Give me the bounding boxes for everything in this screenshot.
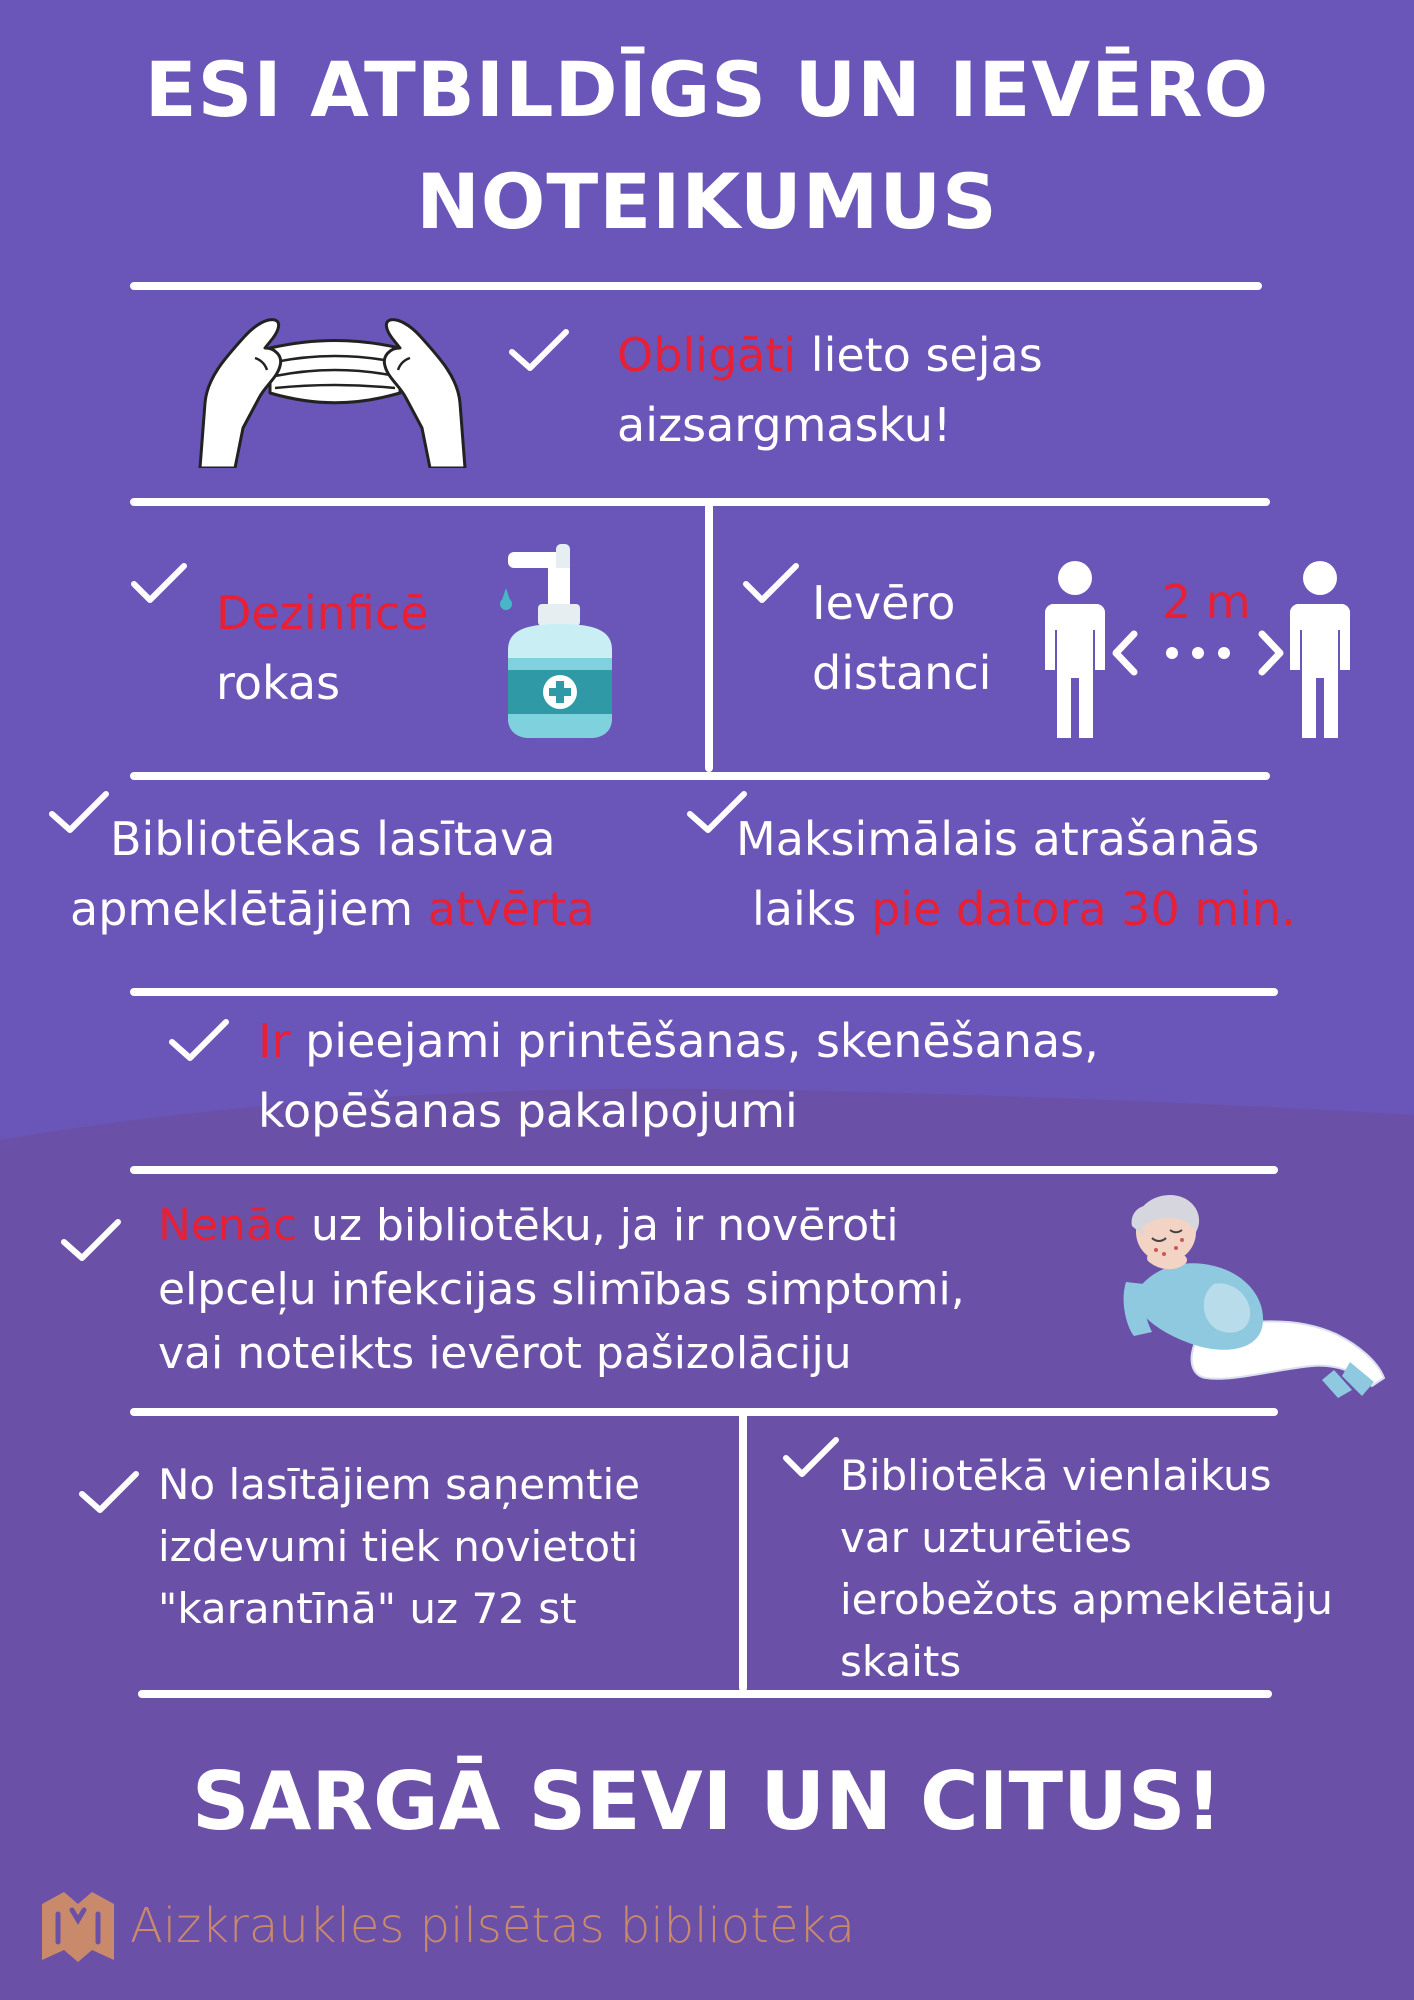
check-icon	[168, 1018, 230, 1064]
library-logo-icon	[38, 1884, 118, 1968]
divider-6	[130, 1408, 1278, 1416]
person-icon	[1290, 560, 1350, 738]
person-icon	[1045, 560, 1105, 738]
divider-vertical-1	[705, 502, 713, 772]
reading-room-rule-highlight: atvērta	[427, 882, 595, 936]
services-rule-line-1	[258, 1006, 1099, 1076]
check-icon	[60, 1218, 122, 1264]
face-mask-icon	[195, 308, 470, 468]
check-icon	[78, 1470, 140, 1516]
divider-1	[130, 282, 1262, 290]
distance-rule-line-1: Ievēro	[812, 576, 956, 630]
reading-room-rule-text: apmeklētājiem	[70, 882, 428, 936]
distance-label: 2 m	[1162, 575, 1251, 629]
reading-room-rule	[70, 804, 690, 944]
quarantine-rule-line-1: No lasītājiem saņemtie	[158, 1460, 641, 1509]
capacity-rule-line-1: Bibliotēkā vienlaikus	[840, 1451, 1272, 1500]
library-name: Aizkraukles pilsētas bibliotēka	[130, 1898, 855, 1954]
mask-rule-line-1	[617, 320, 1043, 390]
disinfect-rule-line-2: rokas	[216, 656, 341, 710]
quarantine-rule-line-3: "karantīnā" uz 72 st	[158, 1584, 577, 1633]
services-rule-line-2: kopēšanas pakalpojumi	[258, 1084, 798, 1138]
symptoms-rule-line-3: vai noteikts ievērot pašizolāciju	[158, 1328, 852, 1379]
mask-rule-line-2: aizsargmasku!	[617, 398, 952, 452]
capacity-rule	[840, 1445, 1333, 1693]
symptoms-rule-line-2: elpceļu infekcijas slimības simptomi,	[158, 1264, 965, 1315]
check-icon	[782, 1436, 840, 1480]
mask-rule-highlight: Obligāti	[617, 328, 797, 382]
symptoms-rule	[158, 1194, 965, 1386]
services-rule-text: pieejami printēšanas, skenēšanas,	[290, 1014, 1099, 1068]
capacity-rule-line-4: skaits	[840, 1637, 962, 1686]
divider-3	[130, 772, 1270, 780]
title-line-2: NOTEIKUMUS	[416, 157, 998, 246]
quarantine-rule-line-2: izdevumi tiek novietoti	[158, 1522, 639, 1571]
services-rule-highlight: Ir	[258, 1014, 291, 1068]
computer-time-rule-line-1: Maksimālais atrašanās	[736, 812, 1260, 866]
reading-room-rule-line-1: Bibliotēkas lasītava	[110, 812, 556, 866]
divider-4	[130, 988, 1278, 996]
capacity-rule-line-3: ierobežots apmeklētāju	[840, 1575, 1333, 1624]
disinfect-rule-highlight: Dezinficē	[216, 586, 429, 640]
reading-room-rule-line-2	[70, 874, 690, 944]
divider-5	[130, 1166, 1278, 1174]
computer-time-rule-line-2	[736, 874, 1396, 944]
quarantine-rule	[158, 1454, 640, 1640]
capacity-rule-line-2: var uzturēties	[840, 1513, 1132, 1562]
services-rule	[258, 1006, 1099, 1146]
check-icon	[742, 562, 800, 606]
symptoms-rule-highlight: Nenāc	[158, 1200, 298, 1251]
divider-vertical-2	[739, 1412, 747, 1692]
hand-sanitizer-icon	[490, 540, 620, 740]
distance-arrow-icon	[1110, 628, 1286, 678]
title-line-1: ESI ATBILDĪGS UN IEVĒRO	[144, 45, 1270, 134]
check-icon	[130, 562, 188, 606]
symptoms-rule-text: uz bibliotēku, ja ir novēroti	[297, 1200, 899, 1251]
footer-slogan: SARGĀ SEVI UN CITUS!	[191, 1755, 1223, 1848]
computer-time-rule-highlight: pie datora 30 min.	[870, 882, 1296, 936]
mask-rule-text: lieto sejas	[796, 328, 1043, 382]
mask-rule	[617, 320, 1043, 460]
check-icon	[508, 328, 570, 374]
symptoms-rule-line-1	[158, 1194, 965, 1258]
disinfect-rule	[216, 578, 428, 718]
divider-2	[130, 498, 1270, 506]
computer-time-rule-text: laiks	[752, 882, 871, 936]
distance-rule	[812, 568, 991, 708]
distance-rule-line-2: distanci	[812, 646, 992, 700]
computer-time-rule	[736, 804, 1396, 944]
page-title	[0, 34, 1414, 258]
sleeping-person-icon	[1122, 1186, 1392, 1398]
